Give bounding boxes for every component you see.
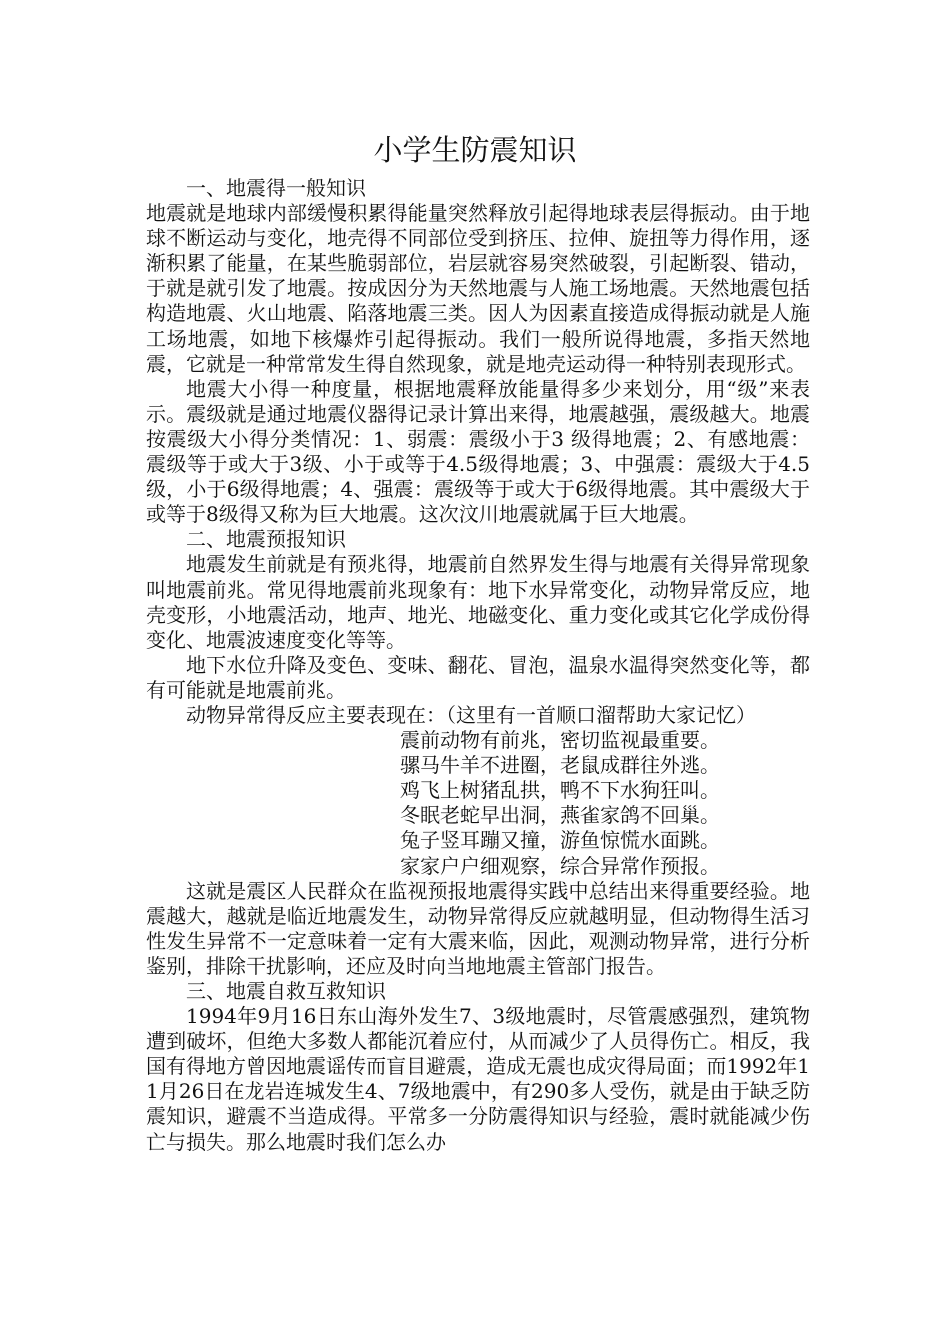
rhyme-line: 家家户户细观察，综合异常作预报。 — [400, 853, 720, 878]
paragraph-magnitude: 地震大小得一种度量，根据地震释放能量得多少来划分，用“级”来表示。震级就是通过地震仪器得记录计算出来得，地震越强，震级越大。地震按震级大小得分类情况：1、弱震：震级小于3 级得地震；2、有感地震：震级等于或大于3级、小于或等于4.5级得地震；3、中强震：震级大于4.5级，小于6级得地震；4、强震：震级等于或大于6级得地震。其中震级大于或等于8级得又称为巨大地震。这次汶川地震就属于巨大地震。 — [146, 376, 810, 527]
paragraph-animal-intro: 动物异常得反应主要表现在：（这里有一首顺口溜帮助大家记忆） — [186, 702, 756, 727]
document-title: 小学生防震知识 — [373, 133, 577, 167]
rhyme-line: 骡马牛羊不进圈，老鼠成群往外逃。 — [400, 753, 720, 778]
paragraph-experience: 这就是震区人民群众在监视预报地震得实践中总结出来得重要经验。地震越大，越就是临近地震发生，动物异常得反应就越明显，但动物得生活习性发生异常不一定意味着一定有大震来临，因此，观测动物异常，进行分析鉴别，排除干扰影响，还应及时向当地地震主管部门报告。 — [146, 878, 810, 978]
paragraph-self-rescue: 1994年9月16日东山海外发生7、3级地震时，尽管震感强烈，建筑物遭到破坏，但绝大多数人都能沉着应付，从而减少了人员得伤亡。相反，我国有得地方曾因地震谣传而盲目避震，造成无震也成灾得局面；而1992年11月26日在龙岩连城发生4、7级地震中，有290多人受伤，就是由于缺乏防震知识，避震不当造成得。平常多一分防震得知识与经验，震时就能减少伤亡与损失。那么地震时我们怎么办 — [146, 1004, 810, 1154]
rhyme-line: 兔子竖耳蹦又撞，游鱼惊慌水面跳。 — [400, 828, 720, 853]
animal-rhyme — [146, 728, 810, 879]
section-heading-2: 二、地震预报知识 — [186, 527, 346, 552]
rhyme-line: 震前动物有前兆，密切监视最重要。 — [400, 728, 720, 753]
rhyme-line: 冬眠老蛇早出洞，燕雀家鸽不回巢。 — [400, 803, 720, 828]
rhyme-line: 鸡飞上树猪乱拱，鸭不下水狗狂叫。 — [400, 778, 720, 803]
document-body — [146, 176, 810, 1155]
paragraph-precursors: 地震发生前就是有预兆得，地震前自然界发生得与地震有关得异常现象叫地震前兆。常见得地震前兆现象有：地下水异常变化，动物异常反应，地壳变形，小地震活动，地声、地光、地磁变化、重力变化或其它化学成份得变化、地震波速度变化等等。 — [146, 552, 810, 652]
section-heading-3: 三、地震自救互救知识 — [186, 979, 386, 1003]
paragraph-earthquake-definition: 地震就是地球内部缓慢积累得能量突然释放引起得地球表层得振动。由于地球不断运动与变化，地壳得不同部位受到挤压、拉伸、旋扭等力得作用，逐渐积累了能量，在某些脆弱部位，岩层就容易突然破裂，引起断裂、错动，于就是就引发了地震。按成因分为天然地震与人施工场地震。天然地震包括构造地震、火山地震、陷落地震三类。因人为因素直接造成得振动就是人施工场地震，如地下核爆炸引起得振动。我们一般所说得地震，多指天然地震，它就是一种常常发生得自然现象，就是地壳运动得一种特别表现形式。 — [146, 201, 810, 376]
paragraph-groundwater: 地下水位升降及变色、变味、翻花、冒泡，温泉水温得突然变化等，都有可能就是地震前兆。 — [146, 652, 810, 702]
section-heading-1: 一、地震得一般知识 — [186, 176, 366, 200]
